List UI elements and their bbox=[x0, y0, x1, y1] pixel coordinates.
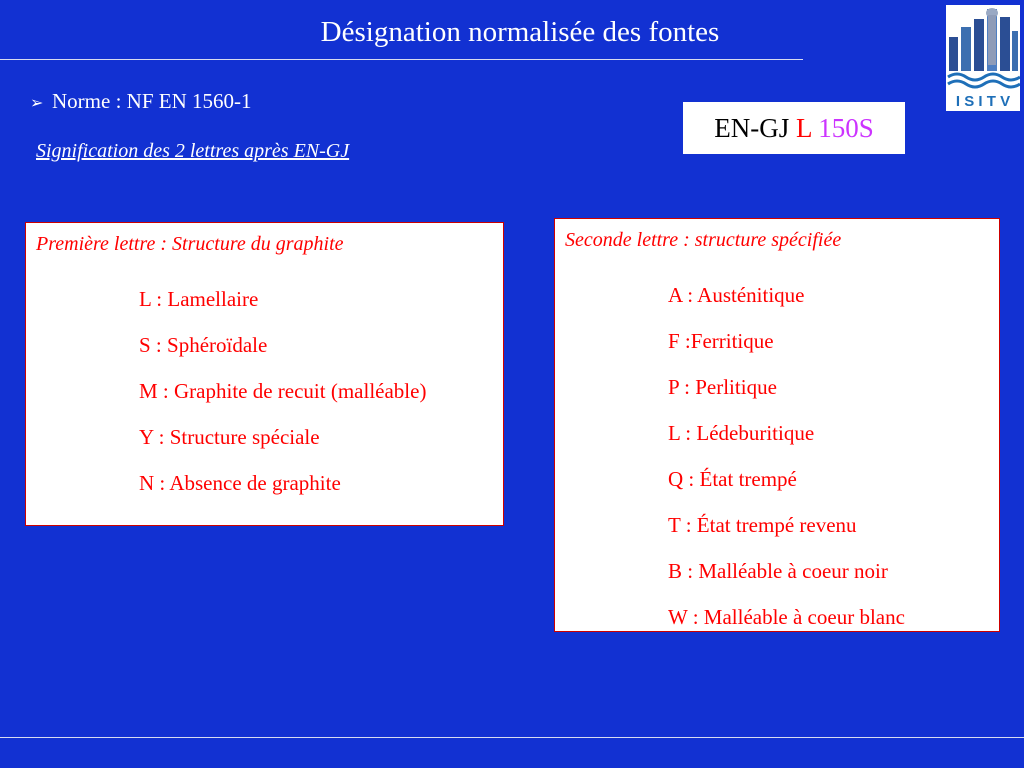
designation-box bbox=[683, 102, 905, 154]
designation-grade: 150S bbox=[818, 113, 874, 143]
list-item: Q : État trempé bbox=[668, 467, 797, 491]
list-item: B : Malléable à coeur noir bbox=[668, 559, 888, 583]
logo-text: I S I T V bbox=[955, 93, 1011, 110]
list-item: A : Austénitique bbox=[668, 283, 805, 307]
list-item: M : Graphite de recuit (malléable) bbox=[139, 379, 427, 403]
second-letter-panel bbox=[554, 218, 1000, 632]
designation-prefix: EN-GJ bbox=[714, 113, 790, 143]
list-item: S : Sphéroïdale bbox=[139, 333, 268, 357]
list-item: L : Lamellaire bbox=[139, 287, 259, 311]
first-letter-heading: Première lettre : Structure du graphite bbox=[36, 233, 344, 255]
list-item: F :Ferritique bbox=[668, 329, 774, 353]
designation-letter: L bbox=[795, 113, 812, 143]
list-item: T : État trempé revenu bbox=[668, 513, 857, 537]
norme-line bbox=[30, 88, 251, 117]
title-divider bbox=[0, 59, 803, 60]
list-item: L : Lédeburitique bbox=[668, 421, 815, 445]
first-letter-panel bbox=[25, 222, 504, 526]
isitv-logo-graphic bbox=[946, 5, 1020, 111]
first-letter-list bbox=[139, 276, 426, 506]
list-item: P : Perlitique bbox=[668, 375, 777, 399]
second-letter-list bbox=[668, 272, 905, 640]
list-item: N : Absence de graphite bbox=[139, 471, 341, 495]
list-item: Y : Structure spéciale bbox=[139, 425, 320, 449]
second-letter-heading: Seconde lettre : structure spécifiée bbox=[565, 229, 842, 251]
slide-title: Désignation normalisée des fontes bbox=[320, 16, 720, 48]
norme-text: Norme : NF EN 1560-1 bbox=[52, 89, 252, 113]
arrow-bullet-icon: ➢ bbox=[30, 95, 44, 112]
footer-divider bbox=[0, 737, 1024, 738]
subtitle: Signification des 2 lettres après EN-GJ bbox=[36, 140, 350, 162]
isitv-logo bbox=[946, 5, 1020, 111]
list-item: W : Malléable à coeur blanc bbox=[668, 605, 905, 629]
